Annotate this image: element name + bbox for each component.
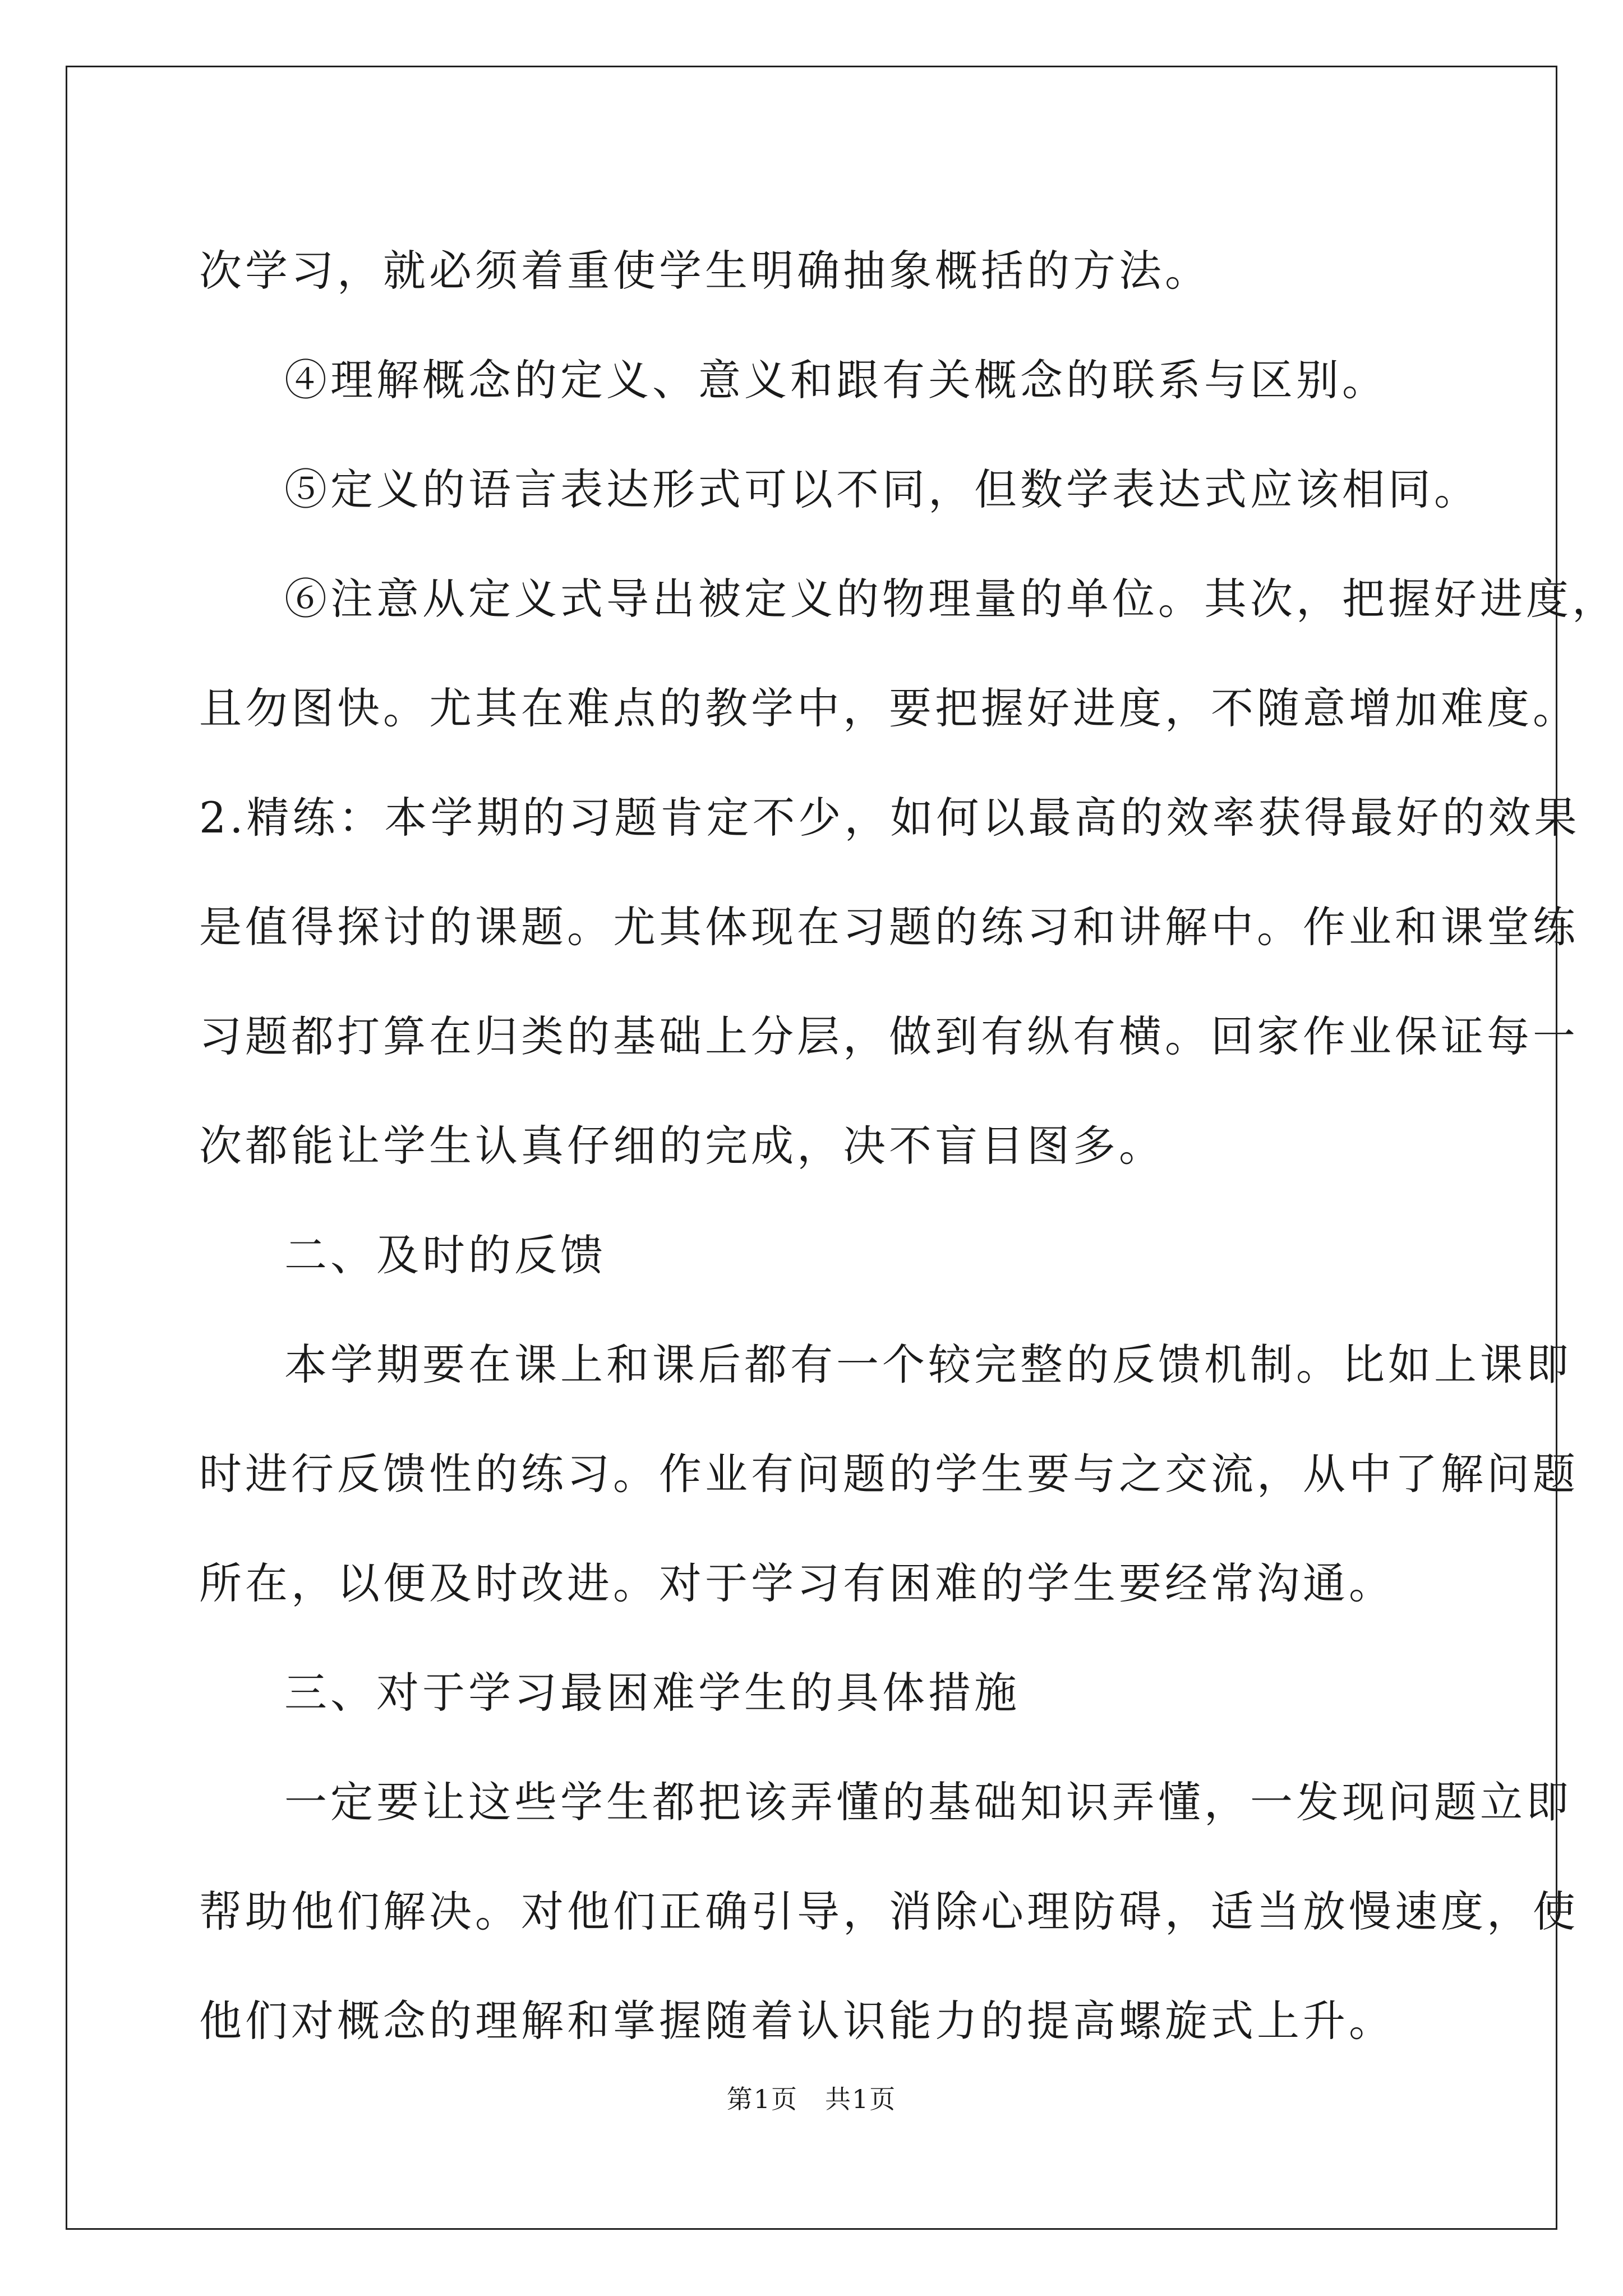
paragraph: 时进行反馈性的练习。作业有问题的学生要与之交流，从中了解问题 xyxy=(199,1449,1579,1499)
paragraph: 所在，以便及时改进。对于学习有困难的学生要经常沟通。 xyxy=(199,1558,1395,1608)
paragraph: 是值得探讨的课题。尤其体现在习题的练习和讲解中。作业和课堂练 xyxy=(199,902,1579,952)
paragraph: ⑤定义的语言表达形式可以不同，但数学表达式应该相同。 xyxy=(284,464,1480,514)
paragraph: ④理解概念的定义、意义和跟有关概念的联系与区别。 xyxy=(284,355,1388,405)
section-heading: 二、及时的反馈 xyxy=(284,1230,606,1280)
paragraph: 习题都打算在归类的基础上分层，做到有纵有横。回家作业保证每一 xyxy=(199,1011,1579,1061)
page-footer: 第1页 共1页 xyxy=(726,2084,897,2114)
paragraph: 次学习，就必须着重使学生明确抽象概括的方法。 xyxy=(199,246,1211,296)
paragraph: 他们对概念的理解和掌握随着认识能力的提高螺旋式上升。 xyxy=(199,1996,1395,2046)
paragraph: ⑥注意从定义式导出被定义的物理量的单位。其次，把握好进度， xyxy=(284,574,1618,624)
paragraph: 2.精练：本学期的习题肯定不少，如何以最高的效率获得最好的效果 xyxy=(199,793,1580,843)
paragraph: 帮助他们解决。对他们正确引导，消除心理防碍，适当放慢速度，使 xyxy=(199,1887,1579,1936)
paragraph: 次都能让学生认真仔细的完成，决不盲目图多。 xyxy=(199,1121,1165,1171)
section-heading: 三、对于学习最困难学生的具体措施 xyxy=(284,1668,1020,1718)
paragraph: 一定要让这些学生都把该弄懂的基础知识弄懂，一发现问题立即 xyxy=(284,1777,1572,1827)
paragraph: 本学期要在课上和课后都有一个较完整的反馈机制。比如上课即 xyxy=(284,1340,1572,1389)
paragraph: 且勿图快。尤其在难点的教学中，要把握好进度，不随意增加难度。 xyxy=(199,683,1579,733)
document-body xyxy=(199,216,1618,2076)
